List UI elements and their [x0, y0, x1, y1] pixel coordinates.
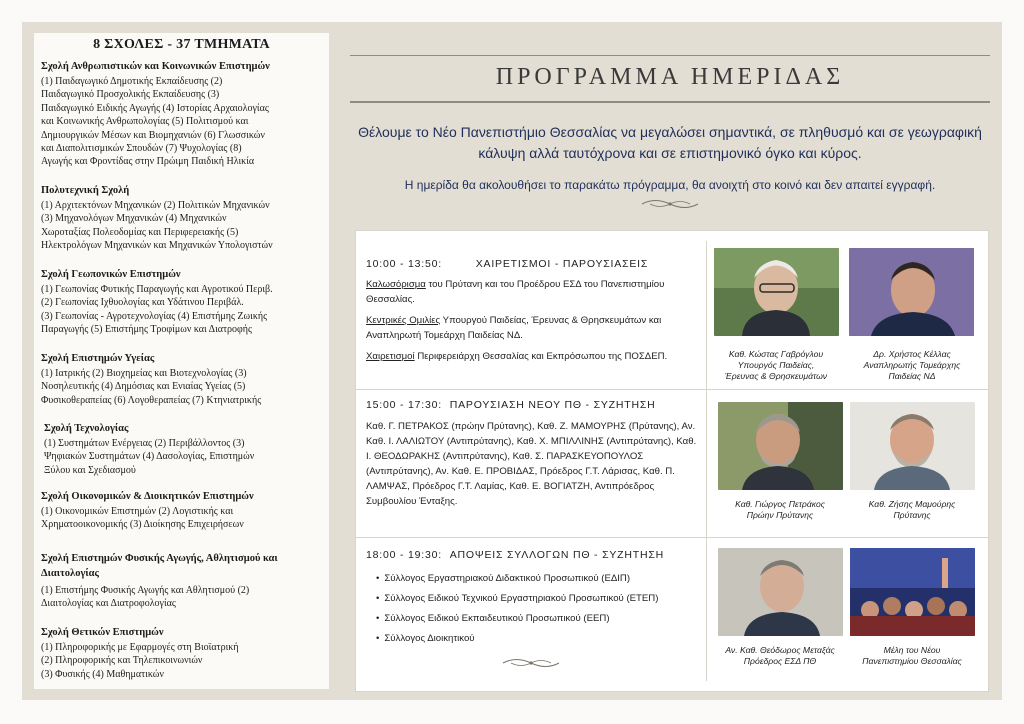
school-line: και Κοινωνικής Ανθρωπολογίας (5) Πολιτισμού και	[41, 116, 249, 128]
session-title: ΑΠΟΨΕΙΣ ΣΥΛΛΟΓΩΝ ΠΘ - ΣΥΖΗΤΗΣΗ	[449, 549, 665, 561]
session-divider	[356, 537, 988, 538]
session-divider	[356, 389, 988, 390]
school-name: Σχολή Γεωπονικών Επιστημών	[41, 269, 181, 280]
list-item: • Σύλλογος Διοικητικού	[376, 629, 701, 649]
session-time: 18:00 - 19:30:	[366, 549, 442, 561]
header	[350, 55, 990, 103]
list-item: • Σύλλογος Εργαστηριακού Διδακτικού Προσωπικού (ΕΔΙΠ)	[376, 569, 701, 589]
school-line: Παιδαγωγικό Προσχολικής Εκπαίδευσης (3)	[41, 89, 220, 101]
session-title: ΠΑΡΟΥΣΙΑΣΗ ΝΕΟΥ ΠΘ - ΣΥΖΗΤΗΣΗ	[449, 399, 656, 411]
school-line: (1) Παιδαγωγικό Δημοτικής Εκπαίδευσης (2)	[41, 76, 223, 87]
speaker-caption: Αν. Καθ. Θεόδωρος Μεταξάς Πρόεδρος ΕΣΔ ΠΘ	[725, 645, 835, 666]
item-text: Περιφερειάρχη Θεσσαλίας και Εκπρόσωπου της ΠΟΣΔΕΠ.	[414, 351, 668, 362]
association-list	[366, 569, 701, 649]
school-line: (2) Πληροφορικής και Τηλεπικοινωνιών	[41, 655, 203, 667]
speaker-photo	[714, 248, 839, 336]
session-heading	[366, 399, 656, 411]
school-line: Παραγωγής (5) Επιστήμης Τροφίμων και Διατροφής	[41, 324, 253, 336]
school-name: Σχολή Ανθρωπιστικών και Κοινωνικών Επιστημών	[41, 61, 270, 72]
session-time: 10:00 - 13:50:	[366, 258, 442, 270]
school-block	[41, 551, 326, 611]
session-title: ΧΑΙΡΕΤΙΣΜΟΙ - ΠΑΡΟΥΣΙΑΣΕΙΣ	[475, 258, 649, 270]
speaker-caption: Δρ. Χρήστος Κέλλας Αναπληρωτής Τομεάρχης Παιδείας ΝΔ	[863, 349, 961, 381]
list-item: • Σύλλογος Ειδικού Εκπαιδευτικού Προσωπικού (ΕΕΠ)	[376, 609, 701, 629]
item-lead: Χαιρετισμοί	[366, 351, 415, 362]
session-heading	[366, 258, 648, 270]
school-line: Ηλεκτρολόγων Μηχανικών και Μηχανικών Υπολογιστών	[41, 240, 273, 252]
school-block	[41, 61, 326, 169]
item-lead: Καλωσόρισμα	[366, 279, 426, 290]
speaker-caption: Καθ. Κώστας Γαβρόγλου Υπουργός Παιδείας, Έρευνας & Θρησκευμάτων	[724, 349, 828, 381]
school-line: Χωροταξίας Πολεοδομίας και Περιφερειακής (5)	[41, 226, 239, 238]
school-block	[41, 491, 326, 532]
schools-panel-title: 8 ΣΧΟΛΕΣ - 37 ΤΜΗΜΑΤΑ	[93, 37, 270, 52]
school-line: (1) Αρχιτεκτόνων Μηχανικών (2) Πολιτικών Μηχανικών	[41, 200, 270, 211]
school-name: Σχολή Τεχνολογίας	[44, 423, 129, 434]
school-line: Ξύλου και Σχεδιασμού	[44, 464, 136, 476]
school-block	[41, 353, 326, 407]
school-line: Νοσηλευτικής (4) Δημόσιας και Ενιαίας Υγείας (5)	[41, 381, 246, 393]
speaker-photo	[718, 548, 843, 636]
divider	[350, 101, 990, 103]
flourish-ornament	[640, 196, 700, 212]
speaker-caption: Καθ. Ζήσης Μαμούρης Πρύτανης	[868, 499, 956, 520]
school-line: (2) Γεωπονίας Ιχθυολογίας και Υδάτινου Περιβάλ.	[41, 297, 244, 309]
list-item: • Σύλλογος Ειδικού Τεχνικού Εργαστηριακού Προσωπικού (ΕΤΕΠ)	[376, 589, 701, 609]
school-line: Αγωγής και Φροντίδας στην Πρώιμη Παιδική Ηλικία	[41, 156, 255, 168]
column-divider	[706, 241, 707, 681]
school-line: (3) Μηχανολόγων Μηχανικών (4) Μηχανικών	[41, 213, 227, 225]
school-block	[44, 423, 329, 477]
item-text: του Πρύτανη και του Προέδρου ΕΣΔ του Πανεπιστημίου Θεσσαλίας.	[366, 279, 665, 305]
item-lead: Κεντρικές Ομιλίες	[366, 315, 441, 326]
school-line: (1) Επιστήμης Φυσικής Αγωγής και Αθλητισμού (2)	[41, 585, 250, 596]
session-item	[366, 313, 701, 343]
intro-text: Θέλουμε το Νέο Πανεπιστήμιο Θεσσαλίας να μεγαλώσει σημαντικά, σε πληθυσμό και σε γεωγραφική κάλυψη αλλά ταυτόχρονα και σε επιστημονικό όγκο και κύρος.	[358, 124, 982, 161]
school-block	[41, 269, 326, 337]
school-line: Φυσικοθεραπείας (6) Λογοθεραπείας (7) Κτηνιατρικής	[41, 394, 262, 406]
school-name: Σχολή Θετικών Επιστημών	[41, 627, 164, 638]
school-block	[41, 185, 326, 253]
schools-panel	[34, 33, 329, 689]
school-line: Ψηφιακών Συστημάτων (4) Δασολογίας, Επιστημών	[44, 451, 255, 463]
school-line: (1) Ιατρικής (2) Βιοχημείας και Βιοτεχνολογίας (3)	[41, 368, 247, 379]
school-line: (1) Γεωπονίας Φυτικής Παραγωγής και Αγροτικού Περιβ.	[41, 284, 273, 295]
session-item	[366, 277, 701, 307]
program-box	[355, 230, 989, 692]
session-time: 15:00 - 17:30:	[366, 399, 442, 411]
audience-photo	[850, 548, 975, 636]
session-item: Καθ. Γ. ΠΕΤΡΑΚΟΣ (πρώην Πρύτανης), Καθ. Ζ. ΜΑΜΟΥΡΗΣ (Πρύτανης), Αν. Καθ. Ι. ΛΑΛΙΩΤΟΥ (Αντιπρύτανης), Καθ. Χ. ΜΠΙΛΛΙΝΗΣ (Αντιπρύτανης), Καθ. Ι. ΘΕΟΔΩΡΑΚΗΣ (Αντιπρύτανης), Καθ. Σ. ΠΑΡΑΣΚΕΥΟΠΟΥΛΟΣ (Αντιπρύτανης), Αν. Καθ. Ε. ΠΡΟΒΙΔΑΣ, Πρόεδρος Γ.Τ. Λάρισας, Καθ. Π. ΛΑΜΨΑΣ, Πρόεδρος Γ.Τ. Λαμίας, Καθ. Ε. ΒΟΓΙΑΤΖΗ, Αντιπρόεδρος Συμβουλίου Ένταξης.	[366, 421, 697, 507]
speaker-caption: Μέλη του Νέου Πανεπιστημίου Θεσσαλίας	[862, 645, 962, 666]
school-line: (1) Πληροφορικής με Εφαρμογές στη Βιοϊατρική	[41, 642, 239, 653]
speaker-caption: Καθ. Γιώργος Πετράκος Πρώην Πρύτανης	[735, 499, 825, 520]
session-heading	[366, 549, 664, 561]
school-line: (1) Συστημάτων Ενέργειας (2) Περιβάλλοντος (3)	[44, 438, 245, 449]
flourish-ornament	[501, 655, 561, 671]
session-body	[366, 419, 701, 515]
speaker-photo	[850, 402, 975, 490]
school-line: Χρηματοοικονομικής (3) Διοίκησης Επιχειρήσεων	[41, 519, 244, 531]
school-line: (3) Γεωπονίας - Αγροτεχνολογίας (4) Επιστήμης Ζωικής	[41, 310, 268, 322]
school-line: Διαιτολογίας και Διατροφολογίας	[41, 598, 176, 610]
page-title: ΠΡΟΓΡΑΜΜΑ ΗΜΕΡΙΔΑΣ	[495, 64, 845, 90]
school-name: Σχολή Οικονομικών & Διοικητικών Επιστημών	[41, 491, 254, 502]
session-body	[366, 277, 701, 370]
school-line: Δημιουργικών Μέσων και Βιομηχανιών (6) Γλωσσικών	[41, 129, 265, 141]
school-name: Σχολή Επιστημών Υγείας	[41, 353, 155, 364]
school-name: Πολυτεχνική Σχολή	[41, 185, 130, 196]
speaker-photo	[718, 402, 843, 490]
school-block	[41, 627, 326, 681]
school-line: Παιδαγωγικό Ειδικής Αγωγής (4) Ιστορίας Αρχαιολογίας	[41, 102, 269, 114]
speaker-photo	[849, 248, 974, 336]
item-text: Υπουργού Παιδείας, Έρευνας & Θρησκευμάτων και Αναπληρωτή Τομεάρχη Παιδείας ΝΔ.	[366, 315, 662, 341]
session-body	[366, 569, 701, 649]
school-line: (3) Φυσικής (4) Μαθηματικών	[41, 668, 164, 680]
school-name: Σχολή Επιστημών Φυσικής Αγωγής, Αθλητισμού και Διαιτολογίας	[41, 553, 278, 579]
program-note: Η ημερίδα θα ακολουθήσει το παρακάτω πρόγραμμα, θα ανοιχτή στο κοινό και δεν απαιτεί εγγραφή.	[404, 178, 936, 192]
school-line: και Διαπολιτισμικών Σπουδών (7) Ψυχολογίας (8)	[41, 143, 242, 155]
school-line: (1) Οικονομικών Επιστημών (2) Λογιστικής και	[41, 506, 234, 517]
session-item	[366, 349, 701, 364]
divider	[350, 55, 990, 56]
